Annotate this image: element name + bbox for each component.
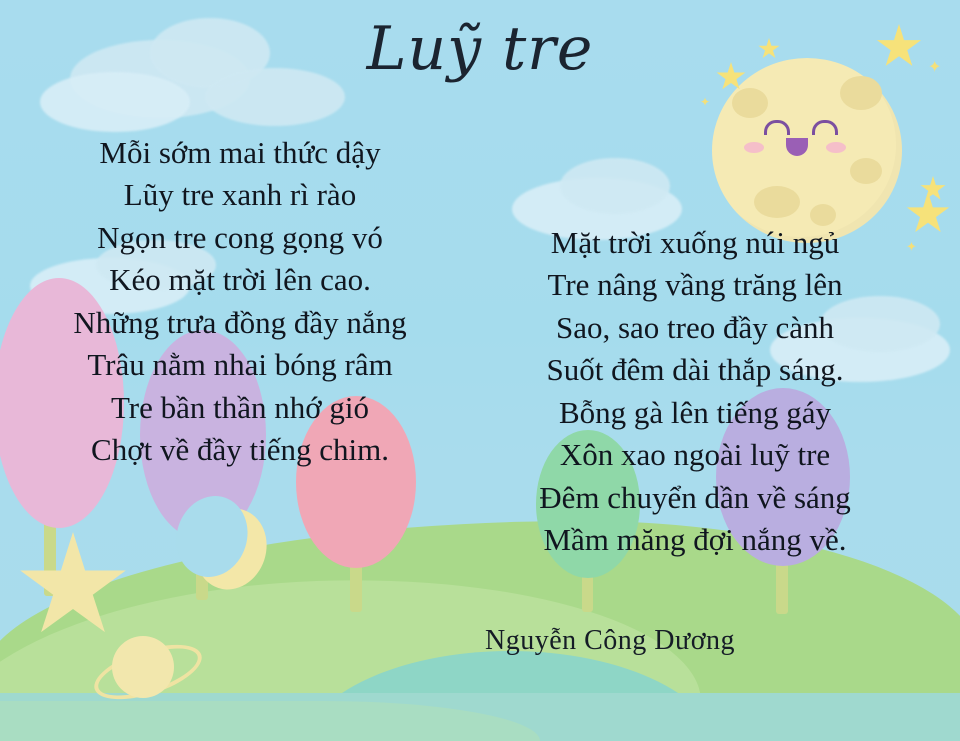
poem-line: Bỗng gà lên tiếng gáy: [558, 394, 832, 430]
cloud-icon: [560, 158, 670, 214]
poem-line: Đêm chuyển dần về sáng: [539, 479, 851, 515]
moon-blush: [744, 142, 764, 153]
poem-stanza-right: [470, 222, 920, 562]
poem-line: Kéo mặt trời lên cao.: [109, 262, 371, 298]
poem-line: Suốt đêm dài thắp sáng.: [546, 352, 844, 388]
moon-crater: [850, 158, 882, 184]
sparkle-icon: ✦: [928, 59, 942, 76]
moon-crater: [754, 186, 800, 218]
sparkle-icon: ✦: [906, 239, 917, 254]
poem-line: Những trưa đồng đầy nắng: [73, 304, 407, 340]
moon-eye: [812, 120, 838, 135]
sparkle-icon: ✦: [700, 95, 711, 109]
poem-line: Tre bần thần nhớ gió: [110, 389, 370, 425]
poem-line: Mỗi sớm mai thức dậy: [99, 135, 381, 170]
moon-mouth: [786, 138, 808, 156]
poem-line: Chợt về đầy tiếng chim.: [91, 432, 389, 468]
poem-line: Trâu nằm nhai bóng râm: [87, 347, 393, 383]
moon-crater: [732, 88, 768, 118]
page-title: Luỹ tre: [366, 14, 594, 84]
poem-line: Ngọn tre cong gọng vó: [97, 219, 383, 255]
poem-author: Nguyễn Công Dương: [484, 625, 736, 656]
moon-face-icon: [712, 58, 902, 243]
poem-line: Mặt trời xuống núi ngủ: [550, 225, 840, 260]
moon-blush: [826, 142, 846, 153]
poem-line: Mầm măng đợi nắng về.: [543, 522, 847, 558]
star-icon: [920, 176, 946, 202]
poem-line: Lũy tre xanh rì rào: [123, 177, 357, 213]
poem-line: Tre nâng vầng trăng lên: [547, 267, 843, 303]
poem-stanza-left: [10, 132, 470, 472]
moon-eye: [764, 120, 790, 135]
poem-line: Sao, sao treo đầy cành: [555, 309, 835, 345]
poem-line: Xôn xao ngoài luỹ tre: [559, 437, 831, 473]
planet-icon: [112, 636, 174, 698]
